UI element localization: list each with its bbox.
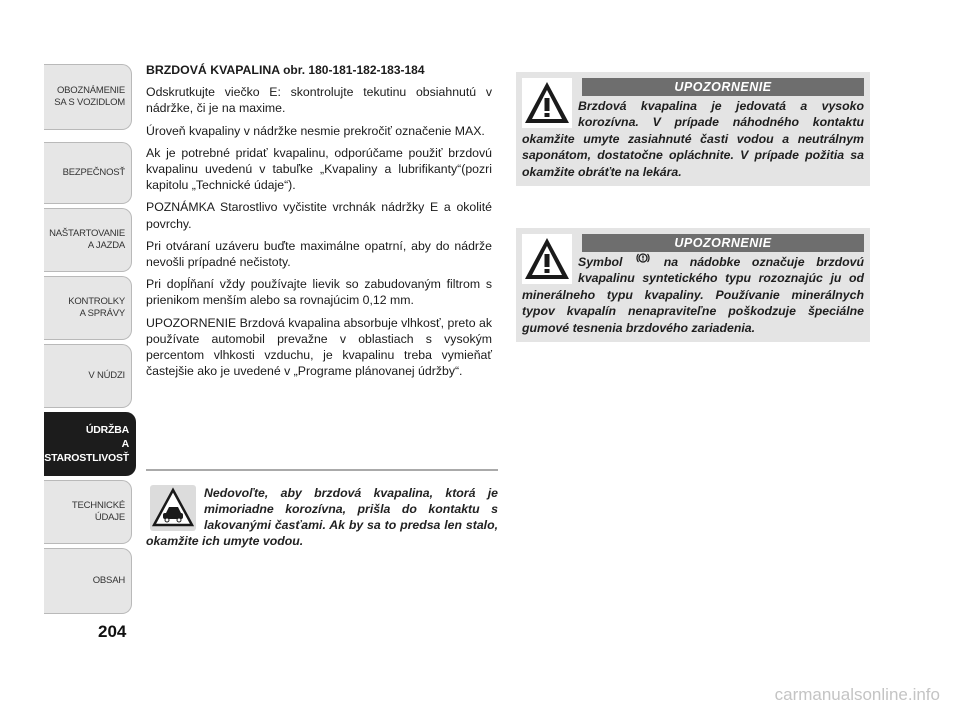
warning-text bbox=[522, 254, 864, 336]
tab-label: V NÚDZI bbox=[88, 370, 125, 381]
tab-label: TECHNICKÉ ÚDAJE bbox=[71, 500, 125, 523]
paragraph: Ak je potrebné pridať kvapalinu, odporúčame použiť brzdovú kvapalinu uvedenú v tabuľke „Kvapaliny a lubrifikanty“(pozri kapitolu „Technické údaje“). bbox=[146, 145, 492, 193]
warning-title: UPOZORNENIE bbox=[582, 234, 864, 252]
car-warning-icon bbox=[150, 485, 196, 531]
tab-label: BEZPEČNOSŤ bbox=[62, 167, 125, 178]
brake-fluid-symbol-icon bbox=[636, 251, 650, 265]
tab-oboznamenie[interactable] bbox=[44, 64, 132, 130]
tab-obsah[interactable] bbox=[44, 548, 132, 614]
warning-triangle-icon bbox=[522, 234, 572, 284]
warning-text: Brzdová kvapalina je jedovatá a vysoko korozívna. V prípade náhodného kontaktu okamžite umyte zasiahnuté časti vodou a neutrálnym saponátom, dostatočne opláchnite. V prípade požitia sa okamžite obráťte na lekára. bbox=[522, 99, 864, 179]
warning-title: UPOZORNENIE bbox=[582, 78, 864, 96]
paragraph: Pri dopĺňaní vždy používajte lievik so zabudovaným filtrom s prienikom menším alebo sa rovnajúcim 0,12 mm. bbox=[146, 277, 492, 308]
paragraph: UPOZORNENIE Brzdová kvapalina absorbuje vlhkosť, preto ak používate automobil prevažne v oblastiach s vysokým percentom vlhkosti vzduchu, je kvapalinu treba vymieňať častejšie ako je uvedené v „Programe plánovanej údržby“. bbox=[146, 315, 492, 379]
tab-label: OBSAH bbox=[92, 575, 125, 586]
paragraph: Úroveň kvapaliny v nádržke nesmie prekročiť označenie MAX. bbox=[146, 123, 485, 138]
heading-figure-ref: obr. 180-181-182-183-184 bbox=[283, 63, 425, 77]
tab-nastartovanie[interactable] bbox=[44, 208, 132, 272]
symbol-word: Symbol bbox=[578, 255, 623, 269]
section-heading bbox=[146, 62, 492, 78]
heading-title: BRZDOVÁ KVAPALINA bbox=[146, 63, 280, 77]
watermark: carmanualsonline.info bbox=[774, 685, 940, 704]
paragraph: Pri otváraní uzáveru buďte maximálne opatrní, aby do nádrže nevošli prípadné nečistoty. bbox=[146, 238, 492, 270]
paragraph: POZNÁMKA Starostlivo vyčistite vrchnák nádržky E a okolité povrchy. bbox=[146, 200, 492, 231]
tab-label: ÚDRŽBA A STAROSTLIVOSŤ bbox=[44, 424, 129, 464]
tab-technicke-udaje[interactable] bbox=[44, 480, 132, 544]
tab-kontrolky[interactable] bbox=[44, 276, 132, 340]
warning-triangle-icon bbox=[522, 78, 572, 128]
symbol-description: na nádobke označuje brzdovú kvapalinu syntetického typu rozoznajúc ju od minerálneho typu kvapaliny. Používanie minerálnych typov kvapalín nenapraviteľne poškodzuje špeciálne gumové tesnenia brzdového zariadenia. bbox=[522, 255, 865, 335]
page-number: 204 bbox=[98, 622, 127, 641]
paint-note-box bbox=[146, 469, 498, 549]
warning-box-toxic bbox=[516, 72, 870, 186]
tab-label: KONTROLKY A SPRÁVY bbox=[68, 296, 125, 319]
note-text: Nedovoľte, aby brzdová kvapalina, ktorá je mimoriadne korozívna, prišla do kontaktu s lakovanými časťami. Ak by sa to predsa len stalo, okamžite ich umyte vodou. bbox=[146, 486, 498, 548]
tab-label: NAŠTARTOVANIE A JAZDA bbox=[49, 228, 125, 251]
main-text-column bbox=[146, 62, 492, 385]
tab-udrzba[interactable] bbox=[44, 412, 136, 476]
tab-v-nudzi[interactable] bbox=[44, 344, 132, 408]
paragraph: Odskrutkujte viečko E: skontrolujte tekutinu obsiahnutú v nádržke, či je na maxime. bbox=[146, 85, 492, 116]
warning-box-synthetic bbox=[516, 228, 870, 342]
tab-bezpecnost[interactable] bbox=[44, 142, 132, 204]
tab-label: OBOZNÁMENIE SA S VOZIDLOM bbox=[54, 85, 125, 108]
